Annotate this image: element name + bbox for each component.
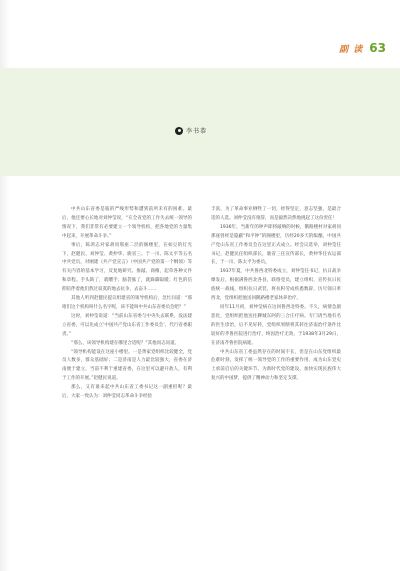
section-name: 副 读 <box>339 45 364 55</box>
paragraph: 其他人听到赵健民提议组建省的领导机构后，急忙问道：“那咱们这个机构叫什么名字呢，该不能叫中共山东省委员会吧？” <box>62 296 192 310</box>
paragraph: 中共山东省工委虽然存在的时间不长，但是在山东党组织最危难时刻，发挥了统一领导党的工作的重要作用，成为山东党史上承前启后的关键环节。为新时代党的建设，加快实现民族伟大复兴的中国梦，提供了精神动力和坚定支撑。 <box>211 349 341 382</box>
paragraph: 1937年夏，中共鲁西北特委成立，刘仲莹任书记，抗日战争爆发后，根据满鲁西北各县、联络党员，建立组织，宣传抗日民族统一战线，组织抗日武装，将抗积劳成疾悉数辟，历尽领日革西北，党组织把他送回鹅路楼老家休养治疗。 <box>211 269 341 302</box>
right-column <box>211 206 341 384</box>
paragraph: 同年11月初，刘仲莹病在这回鲁西北特委。不久，病情急剧恶化，党组织把他送往聊城东阿的三合庄疗病。专门请当地有名的医生诊治，后不见好转，党组织果断将其转往济南治疗条件比较好的齐鲁医院进行治疗，终因治疗无效，于1938年3月29日，在济南齐鲁医院病逝。 <box>211 304 341 346</box>
paragraph: 那么，又有谁来起中共山东省工委书记这一副重担呢？最后，大家一致认为：刘仲莹同志革命斗争经验 <box>62 385 192 400</box>
author-mark-icon <box>175 127 183 135</box>
left-column <box>62 206 192 402</box>
paragraph: 事后，陈鸿志对家胡同那座二层的阁楼里，在如豆的灯光下，赵健民、刘仲莹、黄仲华、鹿省三、于一川、陈太平等五名中共党员，对刚建《共产党宣言》（中国共产党的第一个纲领）等有关内容的基本学习，反复地研究、推敲、商榷，起草各种文件和章程。手头缺了，就嚼手；脑袋胀了，就跺脚取暖；红色的信仰陪伴着他们熬过寂寞的地去抗争、去奋斗…… <box>62 242 192 293</box>
paragraph: “领导机构能设在这座小楼里。一是黄家党组织比较健全，党员人数多，群众基础好；二是济南是人力最比较强大，省委在济南便于建立，当前不利于重建省委，在这里可以避开敌人，有利于工作的开展。”赵健民说道。 <box>62 349 192 382</box>
author-name: 李书恭 <box>186 128 208 135</box>
paragraph: 丰富，为了革命事业牺牲了一切，经得坚定，意志坚强，是最合适的人选。刘仲莹没有推辞，而是毅然决然地挑起了这份责任！ <box>211 207 341 221</box>
page-header <box>339 41 386 55</box>
paragraph: 1936年，当新年的钟声即将敲响的时候，鹅路楼村对家胡同那座曾经是隐蔽“和平钟”的阁楼里，历经20多天的酝酿，中国共产党山东省工作委员会在这里正式成立。经会议选举，刘仲莹任书记，赵健民任组织部长，鹿省三任宣传部长，黄仲华任农运部长，于一川、陈太平为委员。 <box>211 224 341 266</box>
author-byline <box>175 126 207 135</box>
page-number: 63 <box>369 41 386 55</box>
paragraph: 这时，刘仲莹说道：“当前山东省委与中央失去联系，没法建立省委，可以先成立‘中国共产党山东省工作委员会’，代行省委职责。” <box>62 313 192 337</box>
paragraph: “那么，该领导机构建在哪里合适呢？”其他同志问道。 <box>71 340 180 346</box>
header-band <box>0 68 400 176</box>
paragraph: 中共山东省委是临的严峻形势和遭到前所未有的困难。最后，他还要心长地对刘仲莹说，“在全省党的工作失去统一领导的情况下，我们非常有必要建立一个领导机构，把各地党的力量集中起来，开展革命斗争。” <box>62 207 192 239</box>
